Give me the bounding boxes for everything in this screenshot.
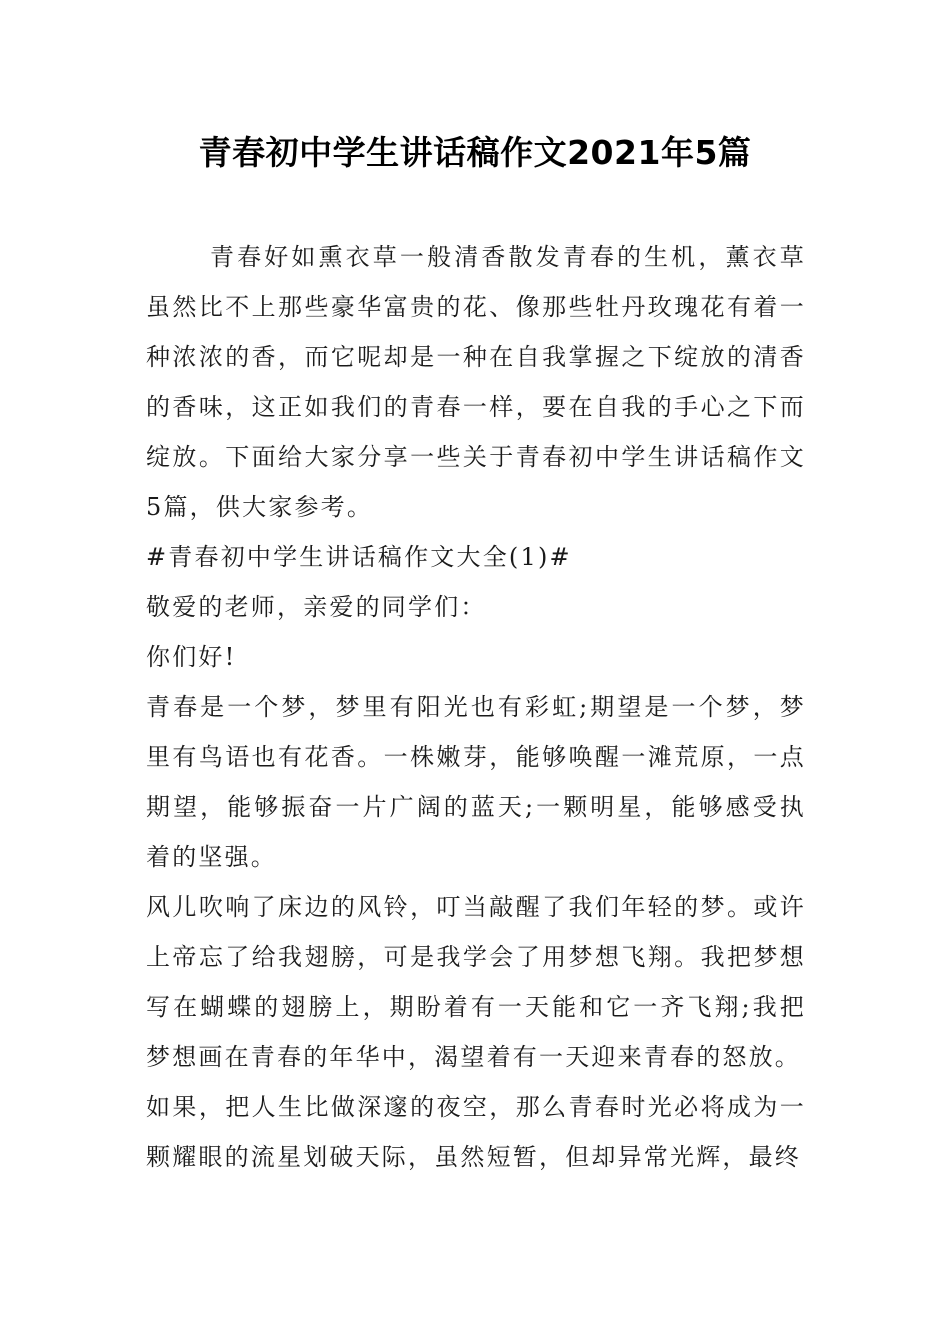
paragraph-body-2: 风儿吹响了床边的风铃，叮当敲醒了我们年轻的梦。或许上帝忘了给我翅膀，可是我学会了用梦想飞翔。我把梦想写在蝴蝶的翅膀上，期盼着有一天能和它一齐飞翔;我把梦想画在青春的年华中，渴望着有一天迎来青春的怒放。 — [146, 893, 806, 1071]
paragraph-salutation: 敬爱的老师，亲爱的同学们： — [146, 593, 487, 621]
paragraph-section-heading: #青春初中学生讲话稿作文大全(1)# — [146, 543, 572, 571]
paragraph-intro: 青春好如熏衣草一般清香散发青春的生机，薰衣草虽然比不上那些豪华富贵的花、像那些牡丹玫瑰花有着一种浓浓的香，而它呢却是一种在自我掌握之下绽放的清香的香味，这正如我们的青春一样，要在自我的手心之下而绽放。下面给大家分享一些关于青春初中学生讲话稿作文5篇，供大家参考。 — [146, 243, 806, 521]
paragraph-body-1: 青春是一个梦，梦里有阳光也有彩虹;期望是一个梦，梦里有鸟语也有花香。一株嫩芽，能够唤醒一滩荒原，一点期望，能够振奋一片广阔的蓝天;一颗明星，能够感受执着的坚强。 — [146, 693, 806, 871]
document-body — [146, 232, 806, 1182]
paragraph-body-3: 如果，把人生比做深邃的夜空，那么青春时光必将成为一颗耀眼的流星划破天际，虽然短暂，但却异常光辉，最终 — [146, 1093, 806, 1171]
paragraph-greeting: 你们好! — [146, 643, 237, 671]
document-title: 青春初中学生讲话稿作文2021年5篇 — [198, 133, 752, 172]
